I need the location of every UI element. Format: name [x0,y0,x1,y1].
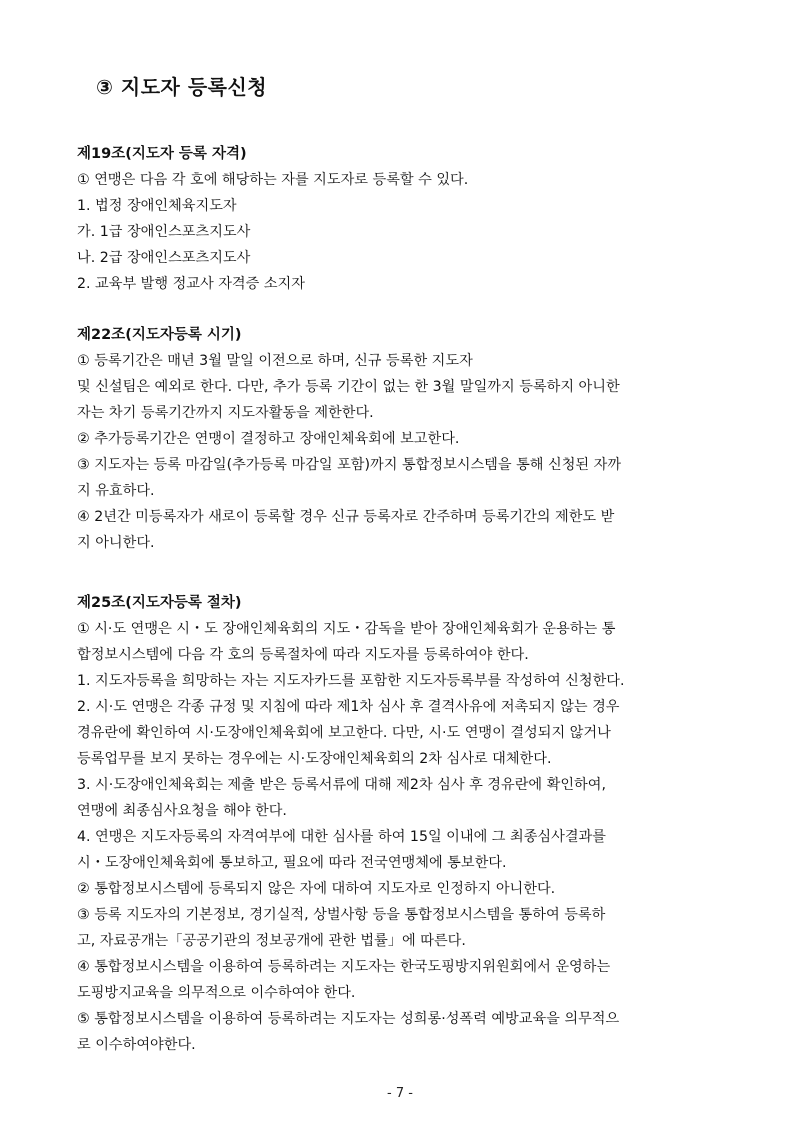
text-line: ③ 지도자는 등록 마감일(추가등록 마감일 포함)까지 통합정보시스템을 통해 신청된 자까 [77,457,622,473]
text-line: ③ 등록 지도자의 기본정보, 경기실적, 상벌사항 등을 통합정보시스템을 통하여 등록하 [77,907,606,923]
text-line: 고, 자료공개는「공공기관의 정보공개에 관한 법률」에 따른다. [77,933,466,949]
text-line: 등록업무를 보지 못하는 경우에는 시·도장애인체육회의 2차 심사로 대체한다. [77,751,552,767]
text-line: 3. 시·도장애인체육회는 제출 받은 등록서류에 대해 제2차 심사 후 경유란에 확인하여, [77,777,606,793]
section-article-25 [77,590,727,1058]
text-line: 가. 1급 장애인스포츠지도사 [77,224,251,240]
text-line: ⑤ 통합정보시스템을 이용하여 등록하려는 지도자는 성희롱·성폭력 예방교육을 의무적으 [77,1011,620,1027]
text-line: 나. 2급 장애인스포츠지도사 [77,250,251,266]
text-line: 지 유효하다. [77,483,155,499]
text-line: 지 아니한다. [77,535,155,551]
text-line: ④ 2년간 미등록자가 새로이 등록할 경우 신규 등록자로 간주하며 등록기간의 제한도 받 [77,509,615,525]
text-line: 도핑방지교육을 의무적으로 이수하여야 한다. [77,985,356,1001]
text-line: 시・도장애인체육회에 통보하고, 필요에 따라 전국연맹체에 통보한다. [77,855,507,871]
text-line: 로 이수하여야한다. [77,1037,196,1053]
text-line: 2. 시·도 연맹은 각종 규정 및 지침에 따라 제1차 심사 후 결격사유에 저촉되지 않는 경우 [77,699,620,715]
text-line: ② 추가등록기간은 연맹이 결정하고 장애인체육회에 보고한다. [77,431,460,447]
text-line: 1. 지도자등록을 희망하는 자는 지도자카드를 포함한 지도자등록부를 작성하여 신청한다. [77,673,625,689]
text-line: ① 연맹은 다음 각 호에 해당하는 자를 지도자로 등록할 수 있다. [77,172,469,188]
text-line: ② 통합정보시스템에 등록되지 않은 자에 대하여 지도자로 인정하지 아니한다. [77,881,556,897]
text-line: 1. 법정 장애인체육지도자 [77,198,237,214]
section-heading: 제22조(지도자등록 시기) [77,327,242,343]
section-heading: 제25조(지도자등록 절차) [77,595,242,611]
section-article-19 [77,141,727,297]
text-line: 4. 연맹은 지도자등록의 자격여부에 대한 심사를 하여 15일 이내에 그 최종심사결과를 [77,829,606,845]
page-number: - 7 - [387,1086,413,1101]
text-line: ① 시·도 연맹은 시・도 장애인체육회의 지도・감독을 받아 장애인체육회가 운용하는 통 [77,621,616,637]
text-line: 자는 차기 등록기간까지 지도자활동을 제한한다. [77,405,374,421]
text-line: 연맹에 최종심사요청을 해야 한다. [77,803,287,819]
section-heading: 제19조(지도자 등록 자격) [77,146,247,162]
text-line: ④ 통합정보시스템을 이용하여 등록하려는 지도자는 한국도핑방지위원회에서 운영하는 [77,959,611,975]
section-article-22 [77,322,727,556]
text-line: 및 신설팀은 예외로 한다. 다만, 추가 등록 기간이 없는 한 3월 말일까지 등록하지 아니한 [77,379,620,395]
text-line: ① 등록기간은 매년 3월 말일 이전으로 하며, 신규 등록한 지도자 [77,353,473,369]
text-line: 2. 교육부 발행 정교사 자격증 소지자 [77,276,305,292]
page-title: ③ 지도자 등록신청 [96,75,268,99]
text-line: 경유란에 확인하여 시·도장애인체육회에 보고한다. 다만, 시·도 연맹이 결성되지 않거나 [77,725,611,741]
text-line: 합정보시스템에 다음 각 호의 등록절차에 따라 지도자를 등록하여야 한다. [77,647,529,663]
